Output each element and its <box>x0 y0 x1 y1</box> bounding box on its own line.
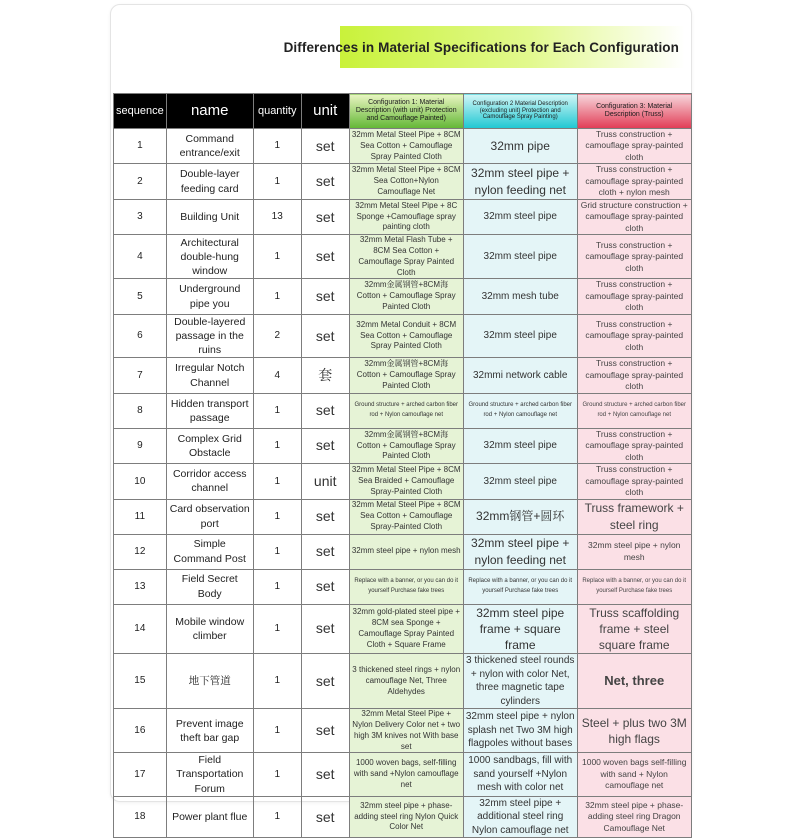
row-config-2 <box>463 796 577 838</box>
row-config-3-text: 32mm steel pipe + phase-adding steel ring Dragon Camouflage Net <box>585 799 684 833</box>
row-unit <box>301 654 349 709</box>
row-config-1 <box>349 569 463 604</box>
row-unit <box>301 199 349 234</box>
row-sequence-text: 15 <box>134 675 146 687</box>
row-unit-text: set <box>315 208 335 225</box>
row-config-1-text: 32mm金属钢管+8CM海 Cotton + Camouflage Spray Painted Cloth <box>356 280 456 311</box>
row-name <box>166 428 253 463</box>
row-name-text: Corridor access channel <box>172 468 247 495</box>
row-quantity-text: 1 <box>274 290 280 302</box>
table-row <box>114 199 692 234</box>
row-config-3-text: Truss construction + camouflage spray-painted cloth <box>585 464 684 498</box>
row-quantity <box>253 393 301 428</box>
row-config-3 <box>577 164 691 199</box>
row-quantity <box>253 499 301 534</box>
row-sequence-text: 6 <box>137 330 143 342</box>
table-row <box>114 569 692 604</box>
row-name-text: Command entrance/exit <box>179 133 240 160</box>
row-config-3 <box>577 428 691 463</box>
row-name <box>166 709 253 753</box>
header-name: name <box>166 94 253 129</box>
row-config-1-text: 32mm steel pipe + phase-adding steel ring Nylon Quick Color Net <box>354 800 459 832</box>
row-unit-text: set <box>315 543 335 560</box>
row-config-2 <box>463 464 577 499</box>
row-unit <box>301 464 349 499</box>
header-config-3: Configuration 3: Material Description (Truss) <box>577 94 691 129</box>
header-config-1: Configuration 1: Material Description (with unit) Protection and Camouflage Painted) <box>349 94 463 129</box>
row-config-1-text: 1000 woven bags, self-filling with sand +Nylon camouflage net <box>353 758 459 789</box>
row-quantity-text: 1 <box>274 440 280 452</box>
row-unit <box>301 499 349 534</box>
row-quantity-text: 1 <box>274 510 280 522</box>
row-unit <box>301 428 349 463</box>
row-config-3 <box>577 753 691 797</box>
row-quantity-text: 1 <box>274 251 280 263</box>
row-config-2-text: 32mmi network cable <box>472 369 568 381</box>
row-config-1 <box>349 358 463 393</box>
row-config-3-text: Truss framework + steel ring <box>584 501 684 532</box>
row-quantity <box>253 709 301 753</box>
row-unit-text: set <box>315 137 335 154</box>
row-quantity <box>253 604 301 654</box>
row-name <box>166 654 253 709</box>
row-config-1-text: 32mm金属钢管+8CM海 Cotton + Camouflage Spray Painted Cloth <box>356 359 456 390</box>
header-row <box>114 94 692 129</box>
row-name <box>166 464 253 499</box>
row-config-1-text: 32mm steel pipe + nylon mesh <box>351 546 461 556</box>
row-unit-text: set <box>315 173 335 190</box>
row-config-2-text: 32mm steel pipe <box>483 251 557 263</box>
row-sequence <box>114 393 167 428</box>
row-config-1 <box>349 796 463 838</box>
row-name <box>166 358 253 393</box>
row-unit <box>301 753 349 797</box>
row-unit <box>301 164 349 199</box>
header-unit: unit <box>301 94 349 129</box>
row-config-2-text: 32mm钢管+圆环 <box>476 509 565 524</box>
row-sequence-text: 17 <box>134 768 146 780</box>
row-sequence-text: 16 <box>134 724 146 736</box>
row-name-text: Complex Grid Obstacle <box>177 432 242 459</box>
page-title: Differences in Material Specifications for Each Configuration <box>283 39 679 55</box>
row-config-1 <box>349 235 463 279</box>
row-quantity <box>253 279 301 314</box>
row-sequence-text: 18 <box>134 811 146 823</box>
row-config-1-text: 32mm Metal Flash Tube + 8CM Sea Cotton + Camouflage Spray Painted Cloth <box>358 235 455 277</box>
row-name <box>166 604 253 654</box>
row-config-1-text: 32mm Metal Steel Pipe + 8C Sponge +Camouflage spray painting cloth <box>355 200 458 232</box>
row-config-3-text: Grid structure construction + camouflage spray-painted cloth <box>580 199 688 233</box>
row-config-3-text: Replace with a banner, or you can do it yourself Purchase fake trees <box>582 577 687 594</box>
row-config-1 <box>349 314 463 358</box>
row-config-3-text: Truss construction + camouflage spray-painted cloth + nylon mesh <box>585 164 684 198</box>
row-quantity-text: 1 <box>274 768 280 780</box>
row-config-3-text: Truss construction + camouflage spray-painted cloth <box>585 239 684 273</box>
table-row <box>114 753 692 797</box>
row-quantity-text: 1 <box>274 623 280 635</box>
row-config-3 <box>577 534 691 569</box>
row-config-2-text: 32mm steel pipe <box>483 475 557 487</box>
row-unit <box>301 129 349 164</box>
row-config-1-text: 32mm Metal Steel Pipe + Nylon Delivery Color net + two high 3M knives not With base set <box>352 709 461 751</box>
row-unit <box>301 709 349 753</box>
row-config-1-text: 32mm Metal Steel Pipe + 8CM Sea Cotton + Camouflage Spray-Painted Cloth <box>351 500 461 531</box>
row-name <box>166 279 253 314</box>
row-config-2 <box>463 235 577 279</box>
row-quantity <box>253 534 301 569</box>
row-unit-text: set <box>315 327 335 344</box>
row-config-1-text: 32mm Metal Steel Pipe + 8CM Sea Cotton + Camouflage Spray Painted Cloth <box>351 130 461 161</box>
row-sequence <box>114 499 167 534</box>
table-row <box>114 796 692 838</box>
row-quantity <box>253 129 301 164</box>
row-unit-text: set <box>315 248 335 265</box>
row-unit-text: set <box>315 288 335 305</box>
row-quantity <box>253 199 301 234</box>
row-config-1 <box>349 393 463 428</box>
row-config-2 <box>463 314 577 358</box>
row-quantity <box>253 358 301 393</box>
row-quantity-text: 1 <box>274 675 280 687</box>
row-config-2 <box>463 358 577 393</box>
table-row <box>114 464 692 499</box>
row-config-1-text: 32mm Metal Conduit + 8CM Sea Cotton + Camouflage Spray Painted Cloth <box>356 319 457 351</box>
row-sequence <box>114 358 167 393</box>
row-quantity-text: 2 <box>274 330 280 342</box>
row-config-2 <box>463 393 577 428</box>
table-row <box>114 499 692 534</box>
row-config-3 <box>577 499 691 534</box>
table-row <box>114 235 692 279</box>
row-quantity-text: 1 <box>274 475 280 487</box>
row-unit-text: set <box>315 402 335 419</box>
row-sequence-text: 1 <box>137 140 143 152</box>
row-config-1 <box>349 534 463 569</box>
row-unit-text: set <box>315 508 335 525</box>
row-config-3 <box>577 709 691 753</box>
row-sequence-text: 12 <box>134 545 146 557</box>
row-quantity <box>253 314 301 358</box>
table-row <box>114 129 692 164</box>
row-quantity <box>253 753 301 797</box>
row-config-1 <box>349 428 463 463</box>
row-config-2-text: 3 thickened steel rounds + nylon with color Net, three magnetic tape cylinders <box>466 655 575 707</box>
row-config-2 <box>463 428 577 463</box>
row-config-1-text: Replace with a banner, or you can do it yourself Purchase fake trees <box>354 577 459 594</box>
table-row <box>114 654 692 709</box>
row-name <box>166 534 253 569</box>
row-name <box>166 569 253 604</box>
row-unit-text: set <box>315 766 335 783</box>
row-unit <box>301 314 349 358</box>
row-config-1 <box>349 164 463 199</box>
row-unit-text: set <box>315 808 335 825</box>
row-config-1-text: 32mm Metal Steel Pipe + 8CM Sea Cotton+Nylon Camouflage Net <box>351 165 461 196</box>
row-sequence-text: 13 <box>134 580 146 592</box>
row-config-2-text: 32mm steel pipe + additional steel ring Nylon camouflage net <box>471 797 569 836</box>
row-sequence-text: 11 <box>134 510 146 522</box>
row-config-2-text: 32mm steel pipe + nylon feeding net <box>471 536 570 567</box>
row-sequence <box>114 569 167 604</box>
row-sequence-text: 2 <box>137 175 143 187</box>
row-sequence <box>114 604 167 654</box>
row-config-2 <box>463 279 577 314</box>
row-name-text: Card observation port <box>169 503 250 530</box>
row-name <box>166 314 253 358</box>
title-band <box>283 26 685 68</box>
row-sequence <box>114 654 167 709</box>
row-unit-text: set <box>315 722 335 739</box>
row-unit-text: 套 <box>318 367 333 384</box>
row-config-2-text: 32mm steel pipe <box>483 440 557 452</box>
row-config-1-text: 32mm gold-plated steel pipe + 8CM sea Sponge + Camouflage Spray Painted Cloth + Square Frame <box>352 607 460 649</box>
row-config-1 <box>349 464 463 499</box>
table-row <box>114 709 692 753</box>
row-config-1 <box>349 199 463 234</box>
row-config-1-text: 3 thickened steel rings + nylon camouflage Net, Three Aldehydes <box>352 664 461 696</box>
row-name-text: Power plant flue <box>172 810 248 823</box>
row-config-3 <box>577 796 691 838</box>
table-row <box>114 164 692 199</box>
row-config-1 <box>349 129 463 164</box>
row-config-2 <box>463 709 577 753</box>
row-name <box>166 499 253 534</box>
row-quantity-text: 1 <box>274 140 280 152</box>
row-quantity-text: 13 <box>271 211 283 223</box>
table-row <box>114 393 692 428</box>
row-quantity-text: 1 <box>274 404 280 416</box>
row-config-2-text: 1000 sandbags, fill with sand yourself +Nylon mesh with color net <box>468 755 573 794</box>
row-name-text: Double-layer feeding card <box>179 168 240 195</box>
row-config-3 <box>577 569 691 604</box>
row-config-3 <box>577 654 691 709</box>
table-row <box>114 314 692 358</box>
row-config-3-text: 1000 woven bags self-filling with sand + Nylon camouflage net <box>582 757 687 791</box>
row-sequence <box>114 753 167 797</box>
row-config-3-text: Truss construction + camouflage spray-painted cloth <box>585 279 684 313</box>
row-name-text: 地下管道 <box>188 675 231 688</box>
row-sequence <box>114 464 167 499</box>
row-config-3-text: Ground structure + arched carbon fiber rod + Nylon camouflage net <box>582 402 686 418</box>
row-config-2-text: 32mm mesh tube <box>481 290 559 302</box>
row-name-text: Irregular Notch Channel <box>174 362 245 389</box>
row-config-2 <box>463 199 577 234</box>
row-config-2-text: Ground structure + arched carbon fiber rod + Nylon camouflage net <box>468 402 572 418</box>
row-config-3-text: Truss scaffolding frame + steel square frame <box>589 605 680 652</box>
row-config-3-text: 32mm steel pipe + nylon mesh <box>588 540 681 562</box>
row-name-text: Hidden transport passage <box>170 397 249 424</box>
row-sequence <box>114 235 167 279</box>
row-config-1 <box>349 753 463 797</box>
row-name <box>166 393 253 428</box>
row-unit-text: set <box>315 437 335 454</box>
row-unit <box>301 358 349 393</box>
row-name-text: Field Secret Body <box>181 573 238 600</box>
row-unit-text: set <box>315 578 335 595</box>
row-name <box>166 164 253 199</box>
row-quantity-text: 4 <box>274 369 280 381</box>
row-config-2-text: 32mm steel pipe <box>483 330 557 342</box>
row-sequence-text: 8 <box>137 404 143 416</box>
table-row <box>114 358 692 393</box>
row-config-1 <box>349 604 463 654</box>
row-sequence <box>114 796 167 838</box>
row-sequence <box>114 709 167 753</box>
row-name <box>166 235 253 279</box>
table-row <box>114 279 692 314</box>
row-unit <box>301 604 349 654</box>
row-config-2-text: 32mm steel pipe frame + square frame <box>476 605 565 652</box>
row-config-2 <box>463 604 577 654</box>
table-row <box>114 604 692 654</box>
row-config-1 <box>349 654 463 709</box>
row-unit <box>301 796 349 838</box>
row-sequence-text: 10 <box>134 475 146 487</box>
row-sequence <box>114 428 167 463</box>
row-sequence <box>114 199 167 234</box>
row-unit <box>301 235 349 279</box>
row-config-3-text: Net, three <box>604 673 665 689</box>
row-sequence <box>114 164 167 199</box>
row-config-3 <box>577 604 691 654</box>
row-config-2-text: 32mm steel pipe + nylon feeding net <box>471 166 570 197</box>
row-config-3-text: Truss construction + camouflage spray-painted cloth <box>585 318 684 352</box>
row-sequence-text: 5 <box>137 290 143 302</box>
row-quantity-text: 1 <box>274 545 280 557</box>
row-sequence-text: 3 <box>137 211 143 223</box>
row-quantity <box>253 428 301 463</box>
row-sequence <box>114 279 167 314</box>
row-unit <box>301 534 349 569</box>
row-quantity <box>253 796 301 838</box>
row-config-1-text: 32mm Metal Steel Pipe + 8CM Sea Braided + Camouflage Spray-Painted Cloth <box>351 465 461 496</box>
row-name <box>166 753 253 797</box>
row-config-2 <box>463 654 577 709</box>
row-config-2-text: 32mm steel pipe + nylon splash net Two 3M high flagpoles without bases <box>465 711 575 750</box>
row-config-1 <box>349 499 463 534</box>
row-quantity <box>253 569 301 604</box>
header-quantity: quantity <box>253 94 301 129</box>
row-sequence-text: 14 <box>134 623 146 635</box>
row-config-2-text: 32mm pipe <box>490 139 550 154</box>
row-config-3 <box>577 235 691 279</box>
row-name-text: Double-layered passage in the ruins <box>174 315 246 357</box>
row-config-1 <box>349 709 463 753</box>
row-quantity <box>253 654 301 709</box>
row-sequence <box>114 129 167 164</box>
row-config-1-text: Ground structure + arched carbon fiber rod + Nylon camouflage net <box>354 402 458 418</box>
spec-table <box>113 93 692 838</box>
row-config-1-text: 32mm金属钢管+8CM海 Cotton + Camouflage Spray Painted Cloth <box>356 429 456 461</box>
row-sequence-text: 9 <box>137 440 143 452</box>
header-sequence: sequence <box>114 94 167 129</box>
row-config-2 <box>463 753 577 797</box>
row-quantity-text: 1 <box>274 580 280 592</box>
row-name <box>166 199 253 234</box>
row-config-2 <box>463 129 577 164</box>
row-name-text: Mobile window climber <box>175 615 245 642</box>
row-name-text: Prevent image theft bar gap <box>175 717 244 744</box>
row-name-text: Simple Command Post <box>173 538 246 565</box>
row-quantity <box>253 464 301 499</box>
row-name-text: Underground pipe you <box>179 283 241 310</box>
row-sequence <box>114 314 167 358</box>
row-config-3-text: Truss construction + camouflage spray-painted cloth <box>585 358 684 392</box>
row-config-1 <box>349 279 463 314</box>
row-unit-text: set <box>315 672 335 689</box>
row-sequence-text: 7 <box>137 369 143 381</box>
row-config-3 <box>577 464 691 499</box>
table-row <box>114 428 692 463</box>
row-name <box>166 796 253 838</box>
row-name-text: Architectural double-hung window <box>180 236 239 277</box>
row-name-text: Building Unit <box>180 210 240 223</box>
row-config-3 <box>577 314 691 358</box>
row-unit-text: set <box>315 620 335 637</box>
header-config-2: Configuration 2 Material Description (excluding unit) Protection and Camouflage Spray Painting) <box>463 94 577 129</box>
row-unit <box>301 279 349 314</box>
row-quantity <box>253 235 301 279</box>
row-config-2 <box>463 164 577 199</box>
row-name <box>166 129 253 164</box>
row-config-2 <box>463 499 577 534</box>
row-config-3 <box>577 129 691 164</box>
row-config-3 <box>577 393 691 428</box>
row-sequence <box>114 534 167 569</box>
row-config-2 <box>463 569 577 604</box>
row-unit-text: unit <box>313 472 337 489</box>
row-unit <box>301 569 349 604</box>
table-row <box>114 534 692 569</box>
row-config-3-text: Steel + plus two 3M high flags <box>581 715 687 746</box>
row-sequence-text: 4 <box>137 251 143 263</box>
row-config-3-text: Truss construction + camouflage spray-painted cloth <box>585 129 684 162</box>
row-config-2 <box>463 534 577 569</box>
row-name-text: Field Transportation Forum <box>176 754 244 795</box>
row-quantity-text: 1 <box>274 811 280 823</box>
row-quantity-text: 1 <box>274 175 280 187</box>
row-quantity-text: 1 <box>274 724 280 736</box>
row-config-3 <box>577 279 691 314</box>
row-config-3-text: Truss construction + camouflage spray-painted cloth <box>585 428 684 462</box>
row-config-3 <box>577 358 691 393</box>
row-config-3 <box>577 199 691 234</box>
row-unit <box>301 393 349 428</box>
row-config-2-text: 32mm steel pipe <box>483 211 557 223</box>
row-config-2-text: Replace with a banner, or you can do it yourself Purchase fake trees <box>468 577 573 594</box>
row-quantity <box>253 164 301 199</box>
